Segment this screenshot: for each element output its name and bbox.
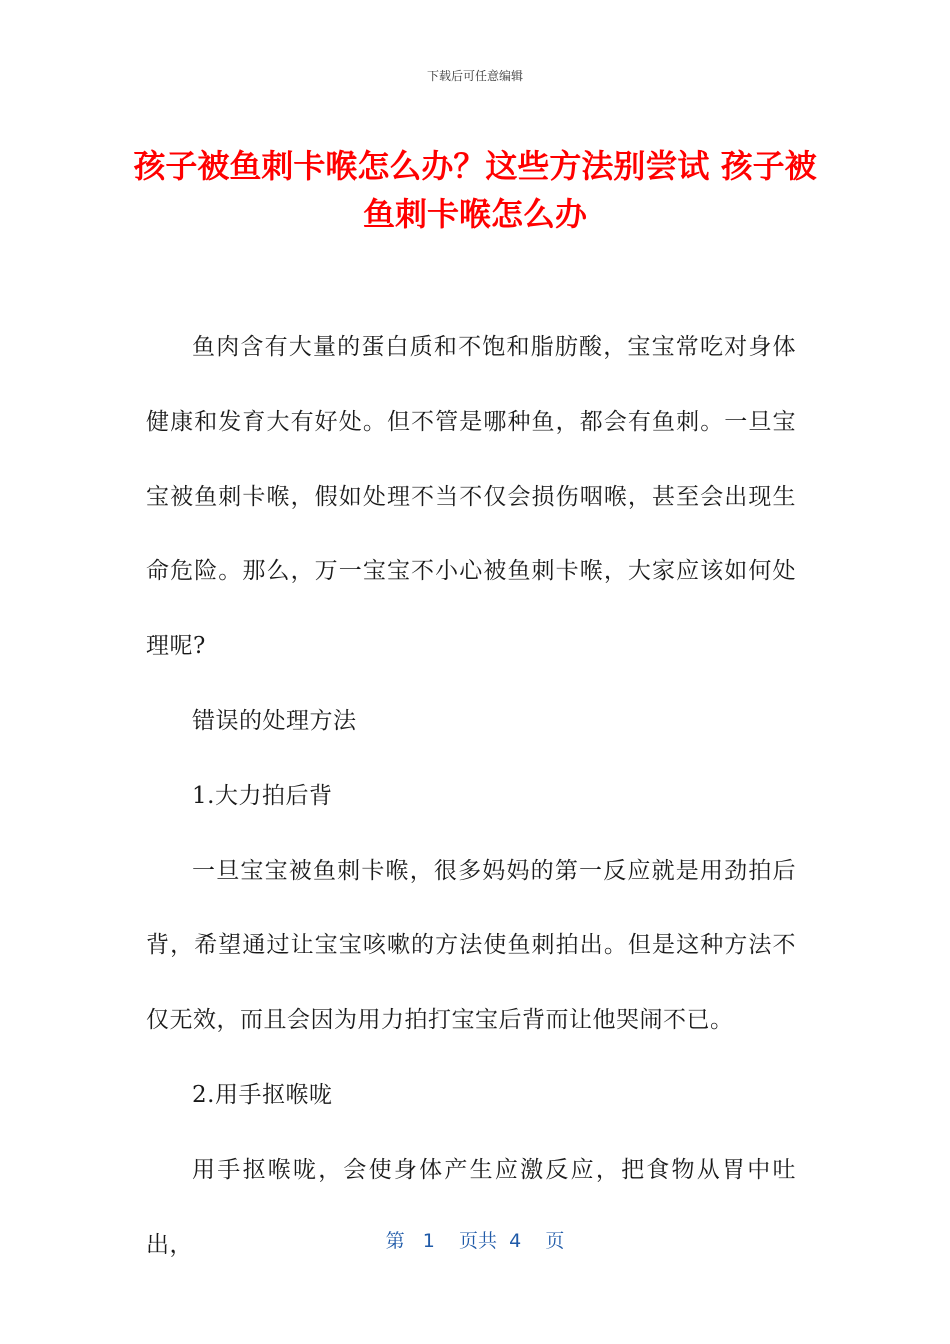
paragraph-finger-throat: 用手抠喉咙，会使身体产生应激反应，把食物从胃中吐出， — [146, 1156, 796, 1258]
document-body — [146, 310, 796, 1282]
paragraph-intro: 鱼肉含有大量的蛋白质和不饱和脂肪酸，宝宝常吃对身体健康和发育大有好处。但不管是哪种鱼，都会有鱼刺。一旦宝宝被鱼刺卡喉，假如处理不当不仅会损伤咽喉，甚至会出现生命危险。那么，万一宝宝不小心被鱼刺卡喉，大家应该如何处理呢? — [146, 334, 796, 660]
header-note: 下载后可任意编辑 — [426, 69, 523, 83]
footer-total-pages: 4 — [509, 1230, 522, 1252]
paragraph-pat-back: 一旦宝宝被鱼刺卡喉，很多妈妈的第一反应就是用劲拍后背，希望通过让宝宝咳嗽的方法使鱼刺拍出。但是这种方法不仅无效，而且会因为用力拍打宝宝后背而让他哭闹不已。 — [146, 857, 796, 1034]
footer-current-page: 1 — [422, 1230, 435, 1252]
subheading-finger-throat: 2.用手抠喉咙 — [192, 1081, 333, 1108]
footer-suffix: 页 — [545, 1230, 565, 1252]
section-heading-wrong-methods: 错误的处理方法 — [192, 707, 357, 734]
page-footer — [0, 1226, 950, 1253]
document-title: 孩子被鱼刺卡喉怎么办？这些方法别尝试 孩子被鱼刺卡喉怎么办 — [133, 147, 817, 233]
footer-mid: 页共 — [459, 1230, 498, 1252]
footer-prefix: 第 — [385, 1230, 405, 1252]
subheading-pat-back: 1.大力拍后背 — [192, 782, 333, 809]
